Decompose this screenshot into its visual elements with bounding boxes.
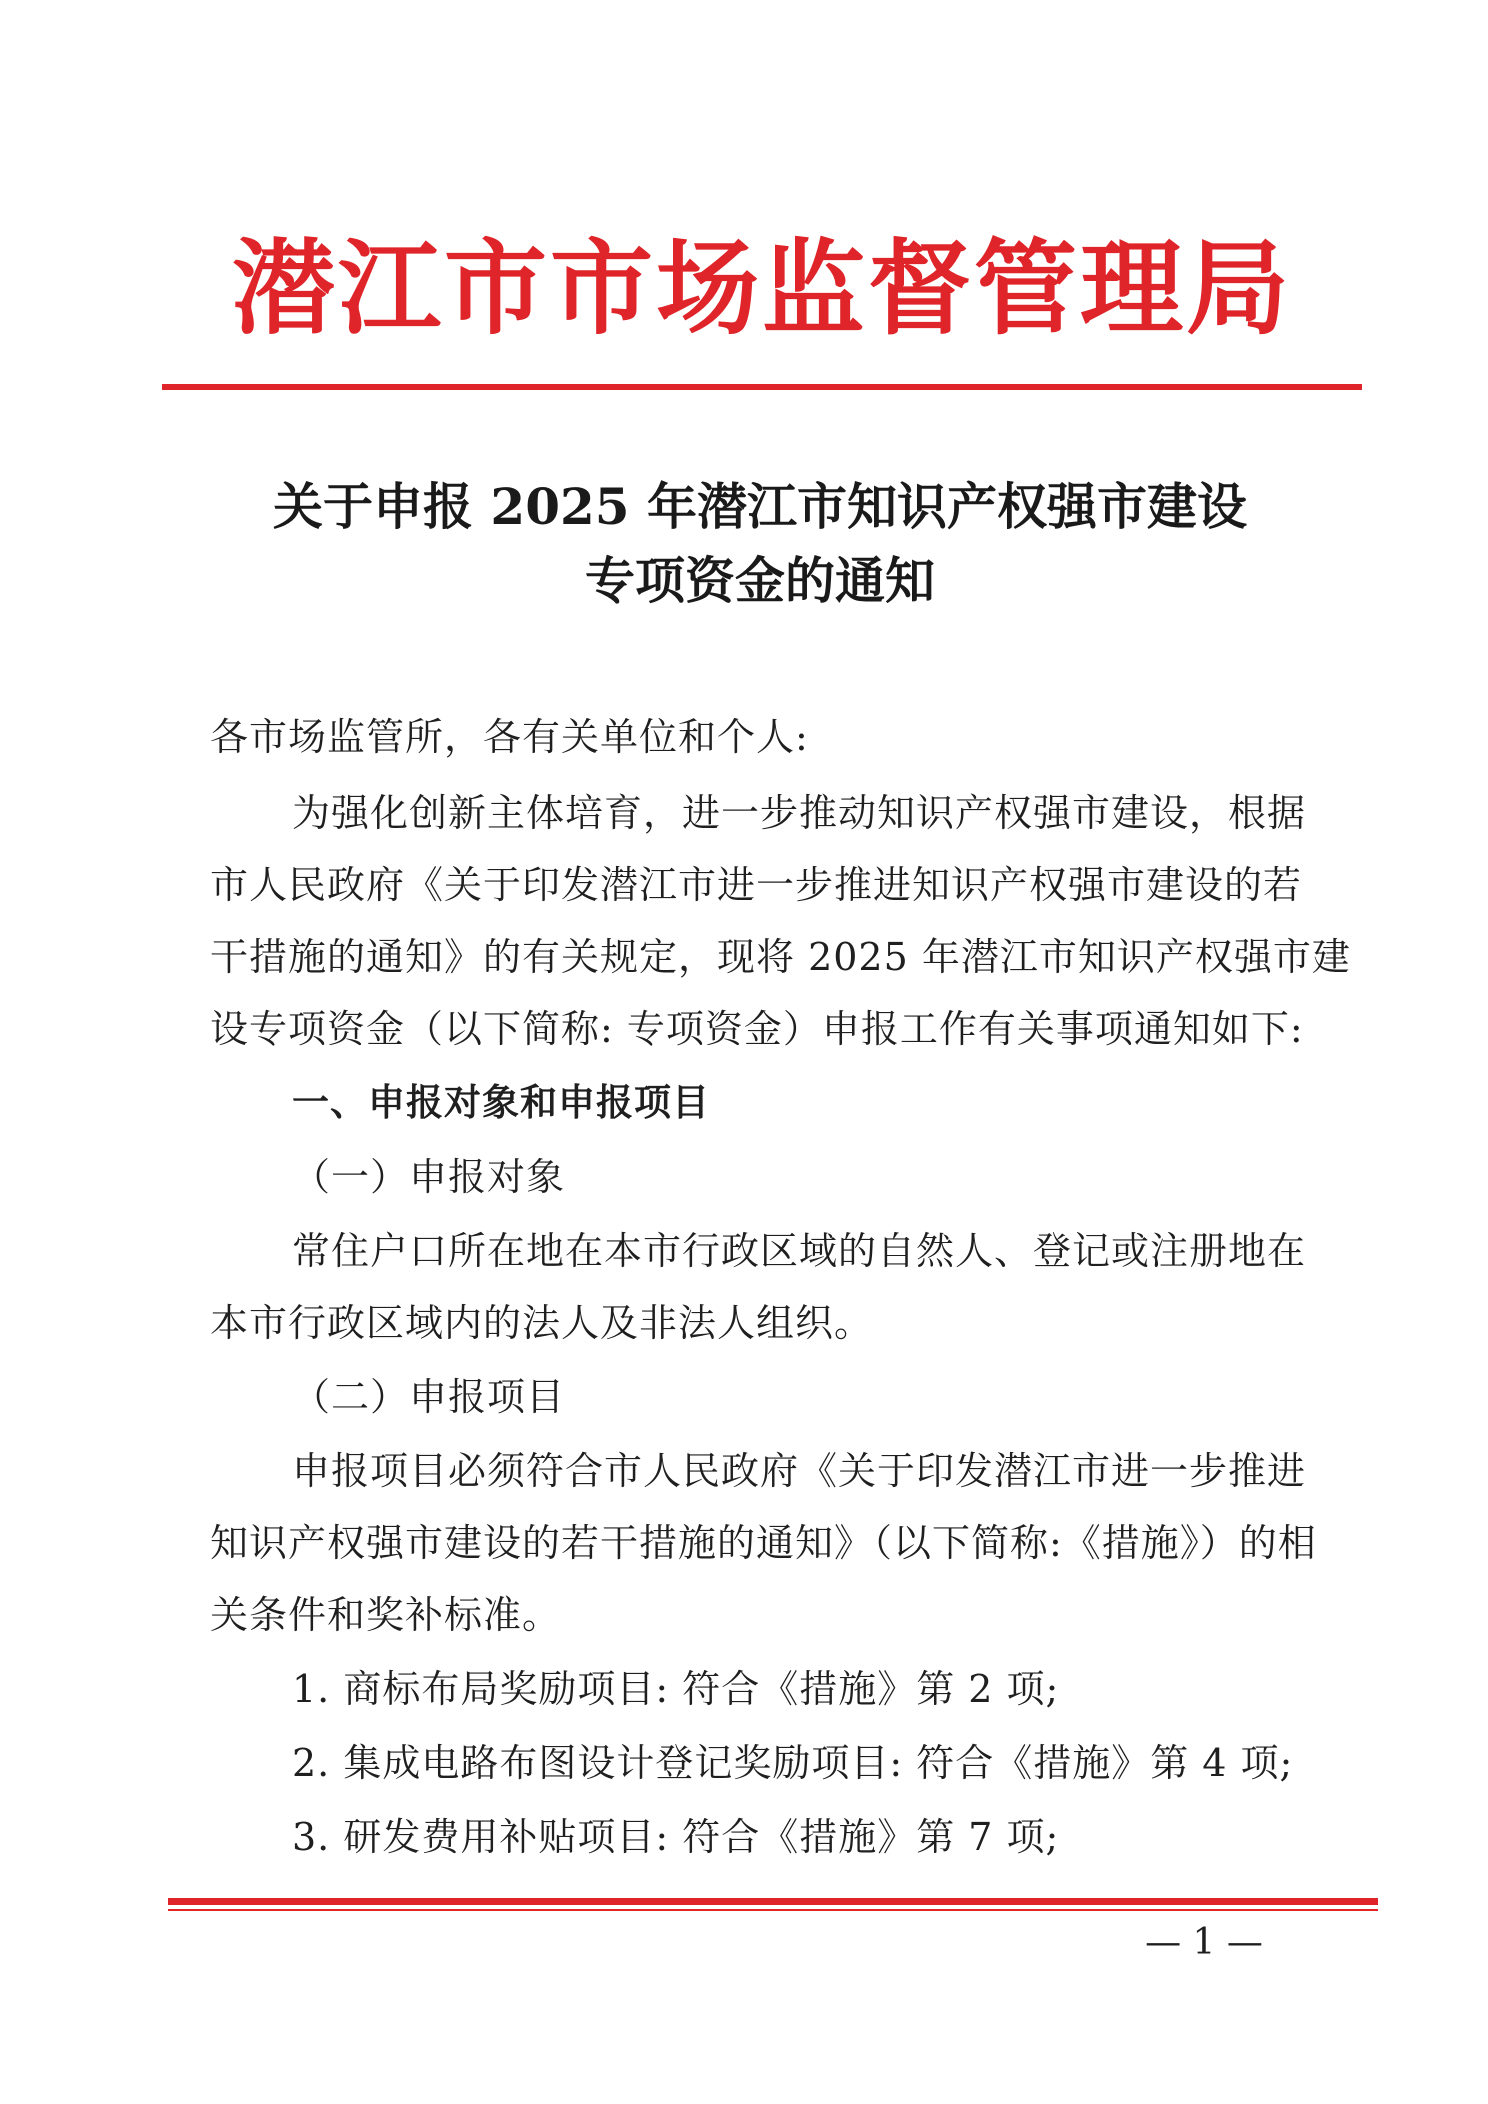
subsection-heading-2: （二）申报项目 [292,1375,566,1419]
section-heading-1: 一、申报对象和申报项目 [292,1081,710,1124]
subsection-2-line-2: 知识产权强市建设的若干措施的通知》（以下简称:《措施》）的相 [210,1521,1317,1565]
subsection-1-line-2: 本市行政区域内的法人及非法人组织。 [210,1301,874,1345]
page-number: — 1 — [1145,1922,1263,1963]
intro-line-2: 市人民政府《关于印发潜江市进一步推进知识产权强市建设的若 [210,863,1303,907]
subsection-heading-1: （一）申报对象 [292,1155,566,1199]
list-item-1: 1. 商标布局奖励项目: 符合《措施》第 2 项; [292,1667,1060,1711]
intro-line-1: 为强化创新主体培育，进一步推动知识产权强市建设，根据 [292,791,1307,835]
footer-red-rule [168,1898,1378,1905]
subsection-2-line-1: 申报项目必须符合市人民政府《关于印发潜江市进一步推进 [292,1449,1307,1493]
salutation: 各市场监管所，各有关单位和个人: [210,715,809,759]
list-item-3: 3. 研发费用补贴项目: 符合《措施》第 7 项; [292,1815,1060,1859]
subsection-2-line-3: 关条件和奖补标准。 [210,1593,562,1637]
intro-line-3: 干措施的通知》的有关规定，现将 2025 年潜江市知识产权强市建 [210,935,1351,979]
footer-red-rule-thin [168,1909,1378,1911]
agency-masthead: 潜江市市场监督管理局 [232,228,1292,349]
masthead-red-rule [162,384,1362,390]
intro-line-4: 设专项资金（以下简称: 专项资金）申报工作有关事项通知如下: [210,1007,1304,1051]
document-title-line-1: 关于申报 2025 年潜江市知识产权强市建设 [273,477,1247,536]
document-title [160,470,1360,618]
list-item-2: 2. 集成电路布图设计登记奖励项目: 符合《措施》第 4 项; [292,1741,1294,1785]
document-title-line-2: 专项资金的通知 [585,551,935,610]
subsection-1-line-1: 常住户口所在地在本市行政区域的自然人、登记或注册地在 [292,1229,1307,1273]
